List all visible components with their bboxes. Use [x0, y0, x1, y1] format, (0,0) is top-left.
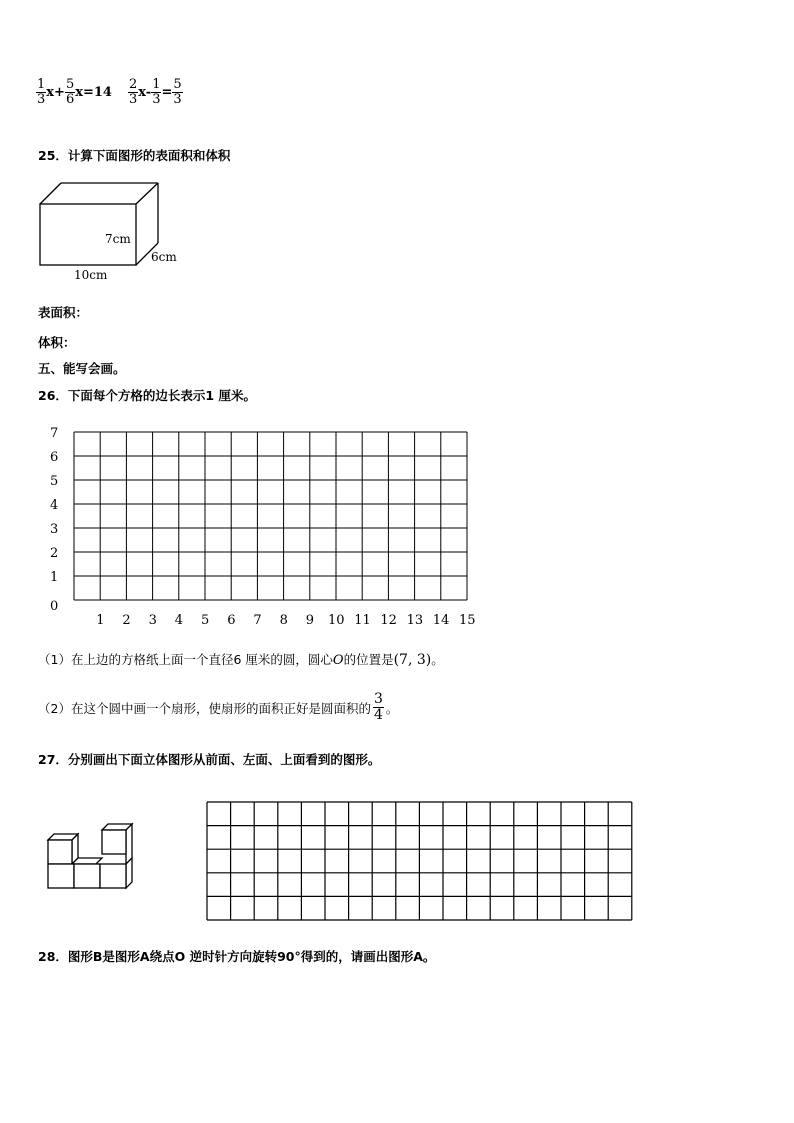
x-tick-label: 10	[328, 613, 345, 628]
height-label: 7cm	[105, 232, 131, 246]
drawing-grid	[205, 800, 637, 924]
length-label: 10cm	[74, 268, 108, 282]
center-variable: O	[332, 653, 344, 668]
y-tick-label: 4	[50, 498, 59, 513]
y-tick-label: 5	[50, 474, 59, 489]
x-tick-label: 7	[253, 613, 262, 628]
x-tick-label: 6	[227, 613, 236, 628]
depth-label: 6cm	[151, 250, 177, 264]
x-tick-label: 15	[459, 613, 476, 628]
x-tick-label: 13	[406, 613, 424, 628]
x-tick-label: 8	[279, 613, 288, 628]
fraction: $\frac{1}{3}$	[37, 77, 46, 107]
y-tick-label: 1	[50, 570, 59, 585]
surface-area-label: 表面积：	[38, 305, 89, 320]
section-5-title: 五、能写会画。	[38, 361, 126, 376]
q26-title: 26．下面每个方格的边长表示1 厘米。	[38, 388, 256, 403]
fraction: $\frac{2}{3}$	[129, 77, 138, 107]
center-coordinate: (7, 3)	[393, 652, 432, 668]
x-tick-label: 14	[432, 613, 450, 628]
y-tick-label: 6	[50, 450, 59, 465]
x-tick-label: 2	[122, 613, 131, 628]
q27-title: 27．分别画出下面立体图形从前面、左面、上面看到的图形。	[38, 752, 381, 767]
q25-title: 25．计算下面图形的表面积和体积	[38, 148, 231, 163]
x-tick-label: 5	[201, 613, 210, 628]
q26-part1: （1）在上边的方格纸上面一个直径6 厘米的圆，圆心O的位置是(7, 3)。	[38, 652, 444, 668]
fraction: $\frac{1}{3}$	[152, 77, 161, 107]
y-tick-label: 2	[50, 546, 59, 561]
x-tick-label: 4	[174, 613, 184, 628]
x-tick-label: 11	[354, 613, 371, 628]
x-tick-label: 1	[96, 613, 105, 628]
q28-title: 28．图形B是图形A绕点O 逆时针方向旋转90°得到的，请画出图形A。	[38, 949, 436, 964]
x-tick-label: 12	[380, 613, 397, 628]
q26-part2: （2）在这个圆中画一个扇形，使扇形的面积正好是圆面积的 $\frac{3}{4}$ 。	[38, 691, 399, 723]
cuboid-figure	[30, 175, 190, 285]
fraction: $\frac{3}{4}$	[373, 691, 383, 723]
x-tick-label: 9	[305, 613, 315, 628]
equation-1: $\frac{1}{3}$ x+ $\frac{5}{6}$ x=14	[37, 77, 112, 107]
x-tick-label: 3	[148, 613, 157, 628]
coordinate-grid	[40, 420, 490, 630]
y-tick-label: 0	[50, 599, 59, 614]
solid-figure	[44, 820, 136, 892]
y-tick-label: 7	[50, 426, 59, 441]
fraction: $\frac{5}{3}$	[173, 77, 182, 107]
volume-label: 体积：	[38, 335, 76, 350]
fraction: $\frac{5}{6}$	[65, 77, 75, 107]
equation-2: $\frac{2}{3}$ x- $\frac{1}{3}$ = $\frac{5}{3}$	[129, 77, 182, 107]
y-tick-label: 3	[50, 522, 59, 537]
